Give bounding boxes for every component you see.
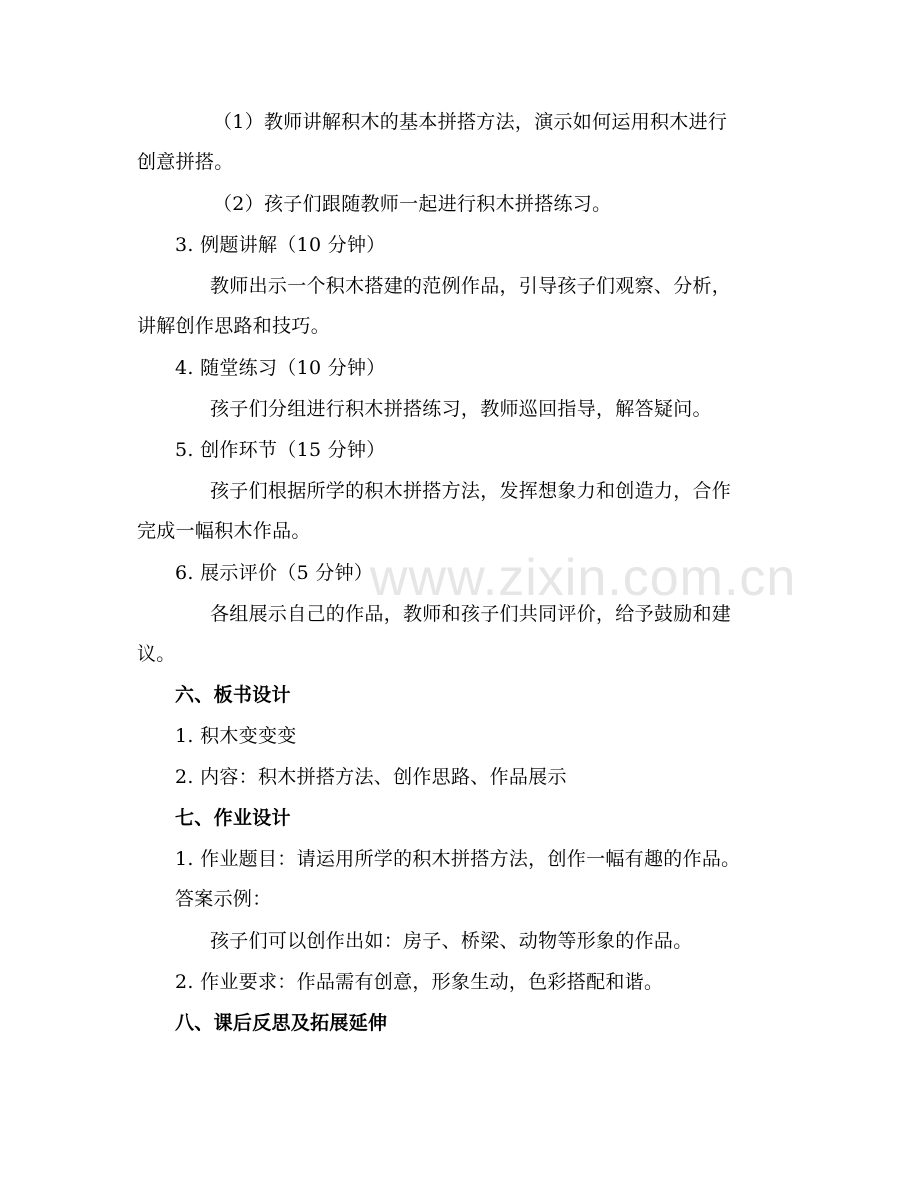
paragraph-line: 议。 — [137, 643, 176, 665]
paragraph-line: 孩子们分组进行积木拼搭练习，教师巡回指导，解答疑问。 — [210, 398, 712, 420]
paragraph-line: （2）孩子们跟随教师一起进行积木拼搭练习。 — [213, 193, 612, 215]
paragraph-line: 完成一幅积木作品。 — [137, 520, 311, 542]
list-item: 2. 内容：积木拼搭方法、创作思路、作品展示 — [175, 766, 567, 788]
list-item: 1. 作业题目：请运用所学的积木拼搭方法，创作一幅有趣的作品。 — [175, 848, 741, 870]
paragraph-line: 各组展示自己的作品，教师和孩子们共同评价，给予鼓励和建 — [210, 603, 732, 625]
paragraph-line: 答案示例： — [175, 888, 272, 910]
paragraph-line: 创意拼搭。 — [137, 151, 234, 173]
paragraph-line: （1）教师讲解积木的基本拼搭方法，演示如何运用积木进行 — [213, 111, 728, 133]
list-item: 1. 积木变变变 — [175, 725, 297, 747]
list-item: 5. 创作环节（15 分钟） — [175, 439, 386, 461]
list-item: 3. 例题讲解（10 分钟） — [175, 234, 386, 256]
section-heading: 六、板书设计 — [175, 684, 291, 706]
section-heading: 八、课后反思及拓展延伸 — [175, 1012, 388, 1034]
watermark: www.zixin.com.cn — [370, 549, 797, 607]
list-item: 2. 作业要求：作品需有创意，形象生动，色彩搭配和谐。 — [175, 971, 664, 993]
list-item: 4. 随堂练习（10 分钟） — [175, 357, 386, 379]
section-heading: 七、作业设计 — [175, 807, 291, 829]
paragraph-line: 讲解创作思路和技巧。 — [137, 315, 331, 337]
paragraph-line: 孩子们根据所学的积木拼搭方法，发挥想象力和创造力，合作 — [210, 480, 732, 502]
list-item: 6. 展示评价（5 分钟） — [175, 562, 374, 584]
paragraph-line: 孩子们可以创作出如：房子、桥梁、动物等形象的作品。 — [210, 930, 693, 952]
paragraph-line: 教师出示一个积木搭建的范例作品，引导孩子们观察、分析， — [210, 275, 732, 297]
